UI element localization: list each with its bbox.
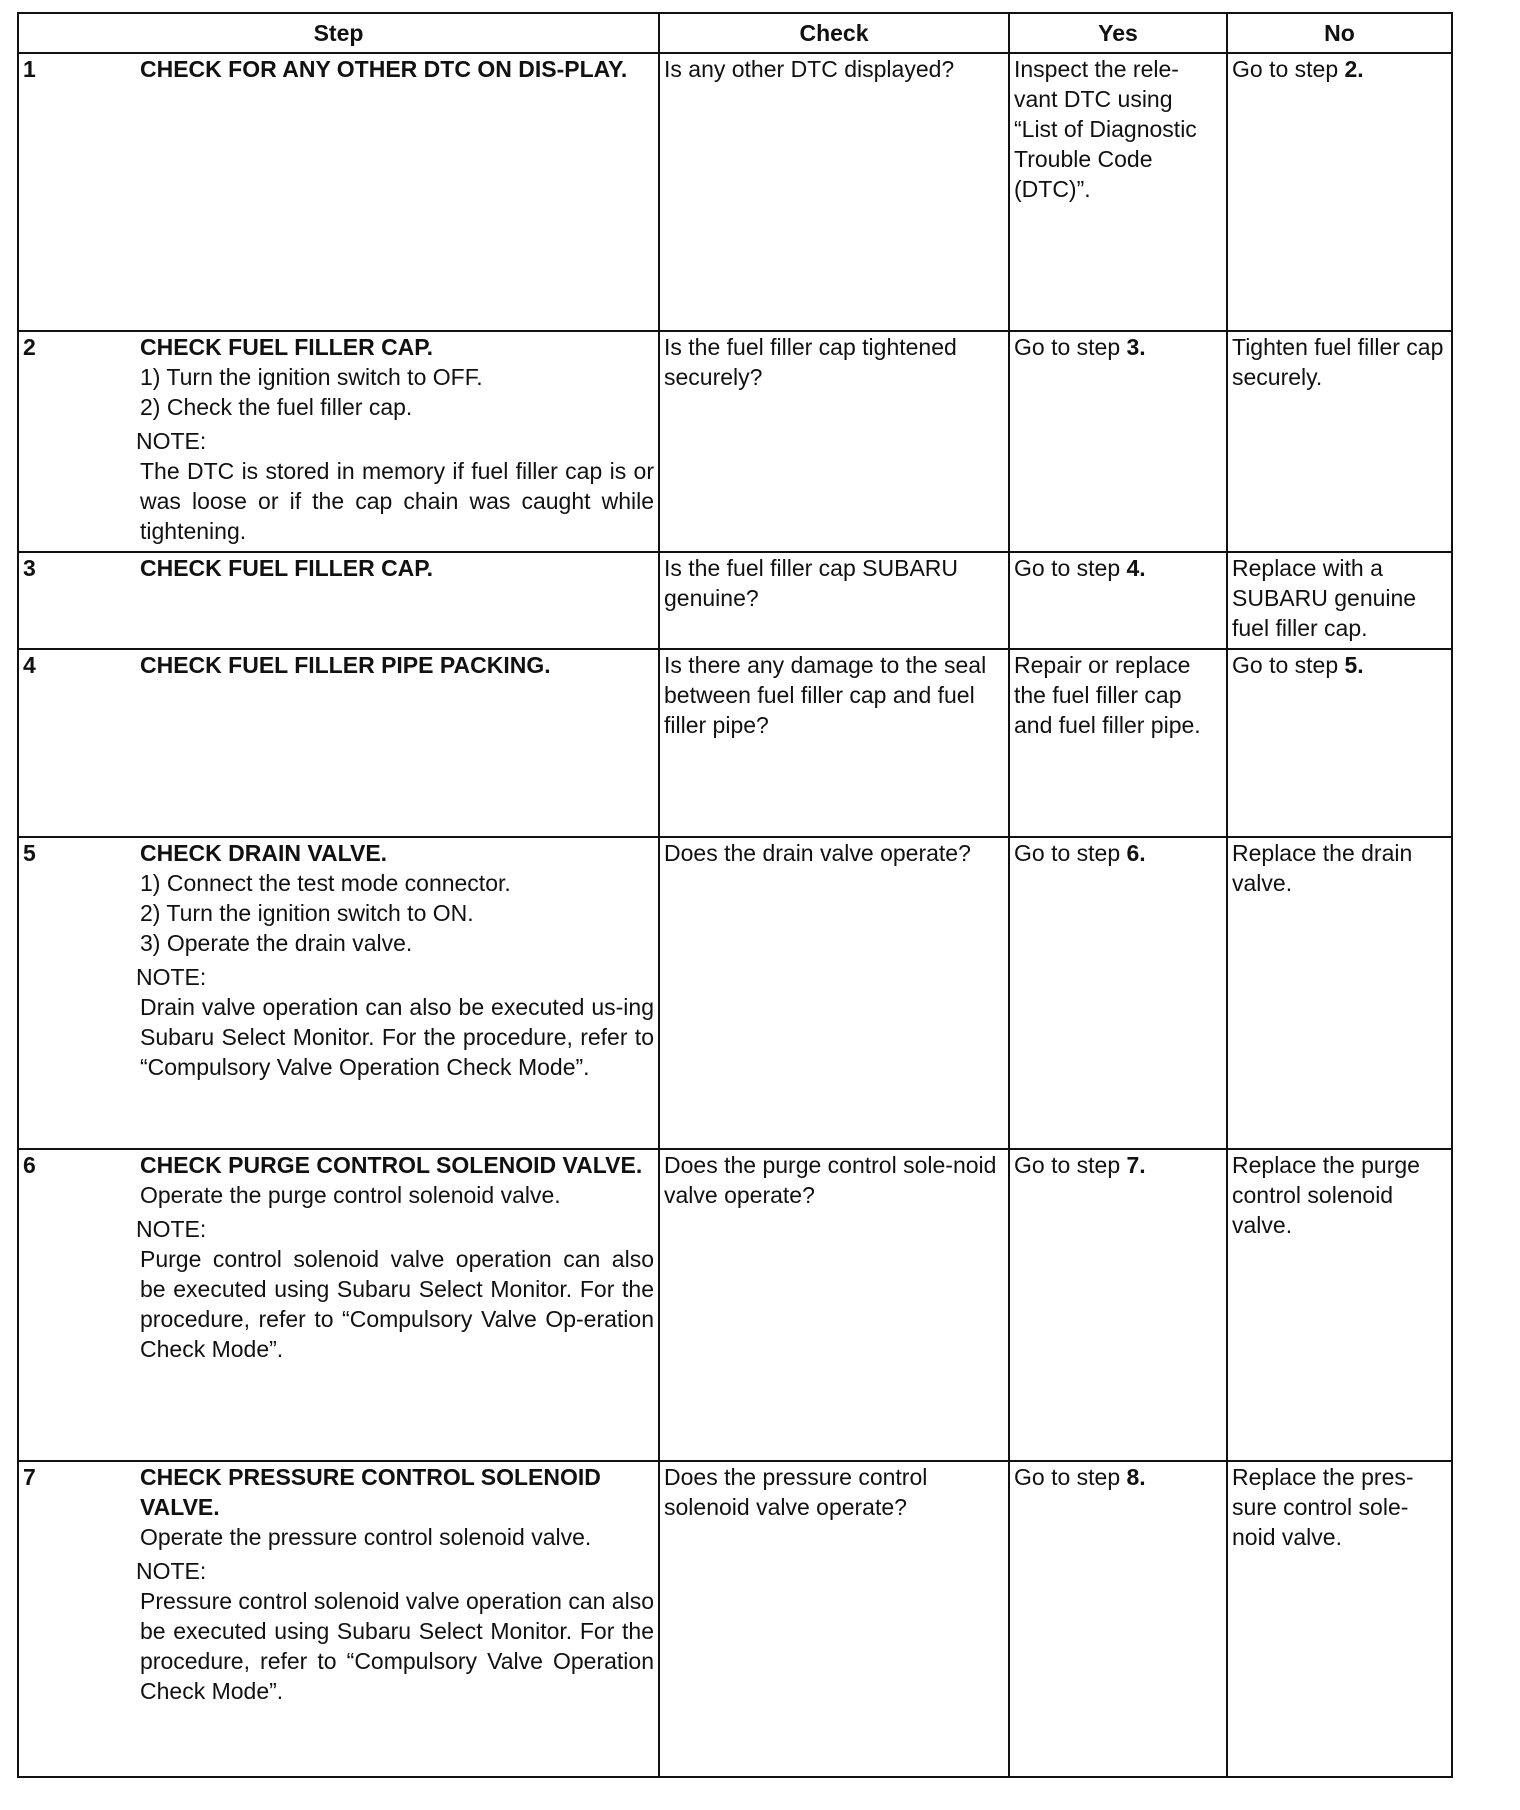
no-cell xyxy=(1227,552,1452,649)
diagnostic-table xyxy=(17,12,1453,1778)
yes-cell xyxy=(1009,1149,1227,1461)
header-yes: Yes xyxy=(1009,13,1227,53)
yes-step-ref: 3. xyxy=(1126,334,1146,360)
no-cell xyxy=(1227,1149,1452,1461)
step-title: CHECK FUEL FILLER CAP. xyxy=(140,555,434,581)
yes-text: Go to step xyxy=(1014,334,1121,360)
header-step: Step xyxy=(18,13,659,53)
no-cell xyxy=(1227,837,1452,1149)
no-text: Tighten fuel filler cap securely. xyxy=(1232,334,1444,390)
check-text: Is the fuel filler cap tightened securely? xyxy=(664,334,957,390)
yes-cell xyxy=(1009,552,1227,649)
step-title: CHECK FUEL FILLER CAP. xyxy=(140,334,434,360)
yes-step-ref: 4. xyxy=(1126,555,1146,581)
step-number: 2 xyxy=(23,334,36,360)
yes-text: Go to step xyxy=(1014,840,1121,866)
no-text: Replace the drain valve. xyxy=(1232,840,1413,896)
check-text: Does the pressure control solenoid valve operate? xyxy=(664,1464,928,1520)
table-row xyxy=(18,837,1452,1149)
step-cell xyxy=(18,331,659,552)
step-title: CHECK PRESSURE CONTROL SOLENOID VALVE. xyxy=(140,1464,601,1520)
check-text: Is any other DTC displayed? xyxy=(664,56,955,82)
note-label: NOTE: xyxy=(136,964,207,990)
check-text: Is there any damage to the seal between fuel filler cap and fuel filler pipe? xyxy=(664,652,987,738)
note-text: Pressure control solenoid valve operation can also be executed using Subaru Select Monitor. For the procedure, refer to “Compulsory Valve Operation Check Mode”. xyxy=(140,1588,654,1704)
table-body xyxy=(18,53,1452,1777)
yes-cell xyxy=(1009,837,1227,1149)
yes-text: Go to step xyxy=(1014,1152,1121,1178)
step-number: 6 xyxy=(23,1152,36,1178)
check-text: Does the drain valve operate? xyxy=(664,840,971,866)
step-number: 1 xyxy=(23,56,36,82)
step-cell xyxy=(18,837,659,1149)
yes-cell xyxy=(1009,331,1227,552)
yes-cell xyxy=(1009,53,1227,331)
header-row xyxy=(18,13,1452,53)
no-cell xyxy=(1227,649,1452,837)
check-cell xyxy=(659,649,1009,837)
step-number: 3 xyxy=(23,555,36,581)
no-text: Replace the purge control solenoid valve. xyxy=(1232,1152,1420,1238)
no-text: Go to step xyxy=(1232,652,1339,678)
step-title: CHECK FOR ANY OTHER DTC ON DIS-PLAY. xyxy=(140,56,628,82)
no-cell xyxy=(1227,53,1452,331)
no-text: Replace with a SUBARU genuine fuel filler cap. xyxy=(1232,555,1417,641)
no-text: Go to step xyxy=(1232,56,1339,82)
note-text: Drain valve operation can also be executed us-ing Subaru Select Monitor. For the procedure, refer to “Compulsory Valve Operation Check Mode”. xyxy=(140,994,654,1080)
no-step-ref: 5. xyxy=(1344,652,1364,678)
step-instruction: 2) Turn the ignition switch to ON. xyxy=(140,900,474,926)
table-row xyxy=(18,331,1452,552)
yes-text: Go to step xyxy=(1014,1464,1121,1490)
check-cell xyxy=(659,331,1009,552)
step-number: 5 xyxy=(23,840,36,866)
no-text: Replace the pres-sure control sole-noid valve. xyxy=(1232,1464,1414,1550)
yes-text: Inspect the rele-vant DTC using “List of Diagnostic Trouble Code (DTC)”. xyxy=(1014,56,1197,202)
step-instruction: 2) Check the fuel filler cap. xyxy=(140,394,413,420)
yes-step-ref: 6. xyxy=(1126,840,1146,866)
check-cell xyxy=(659,552,1009,649)
step-instruction: Operate the purge control solenoid valve. xyxy=(140,1182,561,1208)
table-row xyxy=(18,1149,1452,1461)
header-no: No xyxy=(1227,13,1452,53)
table-row xyxy=(18,552,1452,649)
check-cell xyxy=(659,1149,1009,1461)
step-instruction: 1) Connect the test mode connector. xyxy=(140,870,511,896)
no-cell xyxy=(1227,1461,1452,1777)
check-cell xyxy=(659,53,1009,331)
step-number: 4 xyxy=(23,652,36,678)
table-row xyxy=(18,1461,1452,1777)
step-title: CHECK DRAIN VALVE. xyxy=(140,840,388,866)
step-cell xyxy=(18,1461,659,1777)
note-label: NOTE: xyxy=(136,428,207,454)
table-row xyxy=(18,649,1452,837)
step-cell xyxy=(18,1149,659,1461)
step-title: CHECK PURGE CONTROL SOLENOID VALVE. xyxy=(140,1152,643,1178)
step-number: 7 xyxy=(23,1464,36,1490)
step-instruction: Operate the pressure control solenoid valve. xyxy=(140,1524,592,1550)
check-cell xyxy=(659,1461,1009,1777)
yes-step-ref: 8. xyxy=(1126,1464,1146,1490)
yes-cell xyxy=(1009,649,1227,837)
note-label: NOTE: xyxy=(136,1216,207,1242)
note-text: The DTC is stored in memory if fuel filler cap is or was loose or if the cap chain was caught while tightening. xyxy=(140,458,654,544)
step-instruction: 1) Turn the ignition switch to OFF. xyxy=(140,364,483,390)
note-label: NOTE: xyxy=(136,1558,207,1584)
check-text: Is the fuel filler cap SUBARU genuine? xyxy=(664,555,959,611)
yes-text: Repair or replace the fuel filler cap and fuel filler pipe. xyxy=(1014,652,1201,738)
step-cell xyxy=(18,649,659,837)
check-cell xyxy=(659,837,1009,1149)
no-cell xyxy=(1227,331,1452,552)
no-step-ref: 2. xyxy=(1344,56,1364,82)
check-text: Does the purge control sole-noid valve operate? xyxy=(664,1152,997,1208)
header-check: Check xyxy=(659,13,1009,53)
step-cell xyxy=(18,552,659,649)
note-text: Purge control solenoid valve operation can also be executed using Subaru Select Monitor. For the procedure, refer to “Compulsory Valve Op-eration Check Mode”. xyxy=(140,1246,654,1362)
table-row xyxy=(18,53,1452,331)
step-title: CHECK FUEL FILLER PIPE PACKING. xyxy=(140,652,551,678)
yes-text: Go to step xyxy=(1014,555,1121,581)
yes-cell xyxy=(1009,1461,1227,1777)
yes-step-ref: 7. xyxy=(1126,1152,1146,1178)
step-instruction: 3) Operate the drain valve. xyxy=(140,930,413,956)
step-cell xyxy=(18,53,659,331)
